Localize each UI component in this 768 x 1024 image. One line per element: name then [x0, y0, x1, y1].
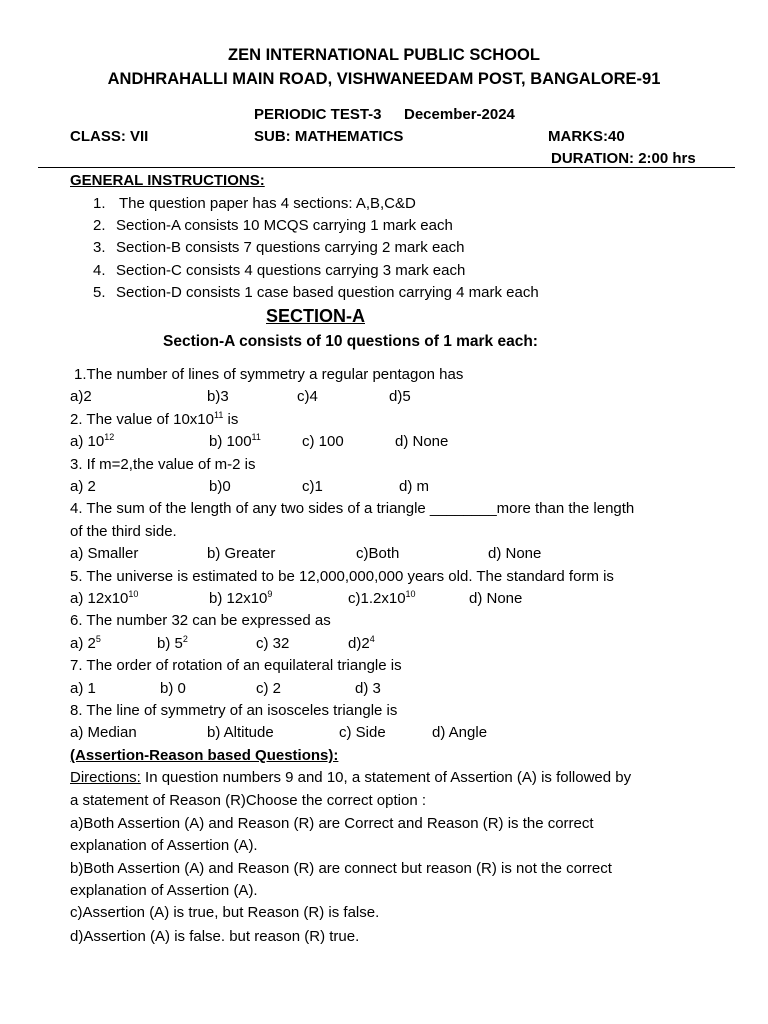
- q5-option-c: $c)1.2x10^{10}$: [348, 589, 416, 607]
- instruction-item: Section-D consists 1 case based question carrying 4 mark each: [116, 284, 539, 301]
- q5-option-b: b) $12x10^9$: [209, 589, 273, 607]
- q8-option-c: c) Side: [339, 724, 386, 741]
- assertion-option-b-line-1: b)Both Assertion (A) and Reason (R) are connect but reason (R) is not the correct: [70, 860, 612, 877]
- q1-option-a: a)2: [70, 388, 92, 405]
- directions-text: In question numbers 9 and 10, a statement of Assertion (A) is followed by: [140, 769, 632, 786]
- question-4-line-2: of the third side.: [70, 523, 177, 540]
- assertion-option-a-line-1: a)Both Assertion (A) and Reason (R) are Correct and Reason (R) is the correct: [70, 815, 594, 832]
- q6-option-c: c) 32: [256, 635, 290, 652]
- instruction-item: Section-A consists 10 MCQS carrying 1 mark each: [116, 217, 453, 234]
- q7-option-c: c) 2: [256, 680, 282, 697]
- subject-label: SUB: MATHEMATICS: [254, 128, 404, 145]
- question-2-suffix: is: [223, 411, 239, 428]
- instruction-number: 4.: [93, 262, 106, 279]
- question-5: 5. The universe is estimated to be 12,000,000,000 years old. The standard form is: [70, 568, 614, 585]
- q4-option-a: a) Smaller: [70, 545, 139, 562]
- directions-label: Directions:: [70, 769, 141, 786]
- q1-option-b: b)3: [207, 388, 229, 405]
- q1-option-d: d)5: [389, 388, 411, 405]
- q4-option-c: c)Both: [356, 545, 400, 562]
- q5-option-d: d) None: [469, 590, 523, 607]
- assertion-option-a-line-2: explanation of Assertion (A).: [70, 837, 258, 854]
- question-2: [70, 411, 238, 428]
- instruction-number: 2.: [93, 217, 106, 234]
- q2-exponent: 11: [214, 410, 224, 420]
- q8-option-d: d) Angle: [432, 724, 488, 741]
- question-3: 3. If m=2,the value of m-2 is: [70, 456, 256, 473]
- section-subtitle: Section-A consists of 10 questions of 1 mark each:: [163, 333, 538, 350]
- question-4-line-1: 4. The sum of the length of any two sides of a triangle ________more than the length: [70, 500, 635, 517]
- question-1: 1.The number of lines of symmetry a regular pentagon has: [74, 366, 464, 383]
- instruction-item: Section-C consists 4 questions carrying 3 mark each: [116, 262, 466, 279]
- instruction-number: 3.: [93, 239, 106, 256]
- instruction-item: Section-B consists 7 questions carrying 2 mark each: [116, 239, 465, 256]
- directions-line-1: [70, 769, 631, 786]
- header-divider: [38, 167, 735, 168]
- q7-option-a: a) 1: [70, 680, 96, 697]
- q2-option-c: c) 100: [302, 433, 344, 450]
- school-address: ANDHRAHALLI MAIN ROAD, VISHWANEEDAM POST, BANGALORE-91: [107, 70, 661, 88]
- instruction-number: 1.: [93, 195, 106, 212]
- assertion-option-c: c)Assertion (A) is true, but Reason (R) is false.: [70, 904, 380, 921]
- test-name: PERIODIC TEST-3: [254, 106, 382, 123]
- q3-option-d: d) m: [399, 478, 429, 495]
- duration-label: DURATION: 2:00 hrs: [551, 150, 696, 167]
- marks-label: MARKS:40: [548, 128, 625, 145]
- q5-option-a: a) $12x10^{10}$: [70, 589, 139, 607]
- directions-line-2: a statement of Reason (R)Choose the correct option :: [70, 792, 427, 809]
- instruction-item: The question paper has 4 sections: A,B,C&D: [119, 195, 416, 212]
- question-6: 6. The number 32 can be expressed as: [70, 612, 331, 629]
- q4-option-d: d) None: [488, 545, 542, 562]
- q6-option-a: a) $2^5$: [70, 634, 101, 652]
- q8-option-b: b) Altitude: [207, 724, 274, 741]
- q1-option-c: c)4: [297, 388, 318, 405]
- q3-option-b: b)0: [209, 478, 231, 495]
- q2-option-d: d) None: [395, 433, 449, 450]
- q8-option-a: a) Median: [70, 724, 137, 741]
- q7-option-b: b) 0: [160, 680, 186, 697]
- q4-option-b: b) Greater: [207, 545, 276, 562]
- assertion-option-d: d)Assertion (A) is false. but reason (R) true.: [70, 928, 360, 945]
- q3-option-c: c)1: [302, 478, 323, 495]
- q7-option-d: d) 3: [355, 680, 381, 697]
- test-date: December-2024: [404, 106, 515, 123]
- q2-option-a: a) $10^{12}$: [70, 432, 115, 450]
- question-7: 7. The order of rotation of an equilateral triangle is: [70, 657, 402, 674]
- assertion-title: (Assertion-Reason based Questions):: [70, 747, 339, 764]
- school-name: ZEN INTERNATIONAL PUBLIC SCHOOL: [228, 46, 540, 64]
- instructions-title: GENERAL INSTRUCTIONS:: [70, 172, 265, 189]
- q3-option-a: a) 2: [70, 478, 96, 495]
- section-title: SECTION-A: [266, 306, 365, 326]
- q2-option-b: b) $100^{11}$: [209, 432, 261, 450]
- q6-option-d: $d)2^4$: [348, 634, 375, 652]
- question-8: 8. The line of symmetry of an isosceles triangle is: [70, 702, 398, 719]
- class-label: CLASS: VII: [70, 128, 149, 145]
- instruction-number: 5.: [93, 284, 106, 301]
- assertion-option-b-line-2: explanation of Assertion (A).: [70, 882, 258, 899]
- q6-option-b: b) $5^2$: [157, 634, 188, 652]
- question-2-text: 2. The value of 10x10: [70, 411, 214, 428]
